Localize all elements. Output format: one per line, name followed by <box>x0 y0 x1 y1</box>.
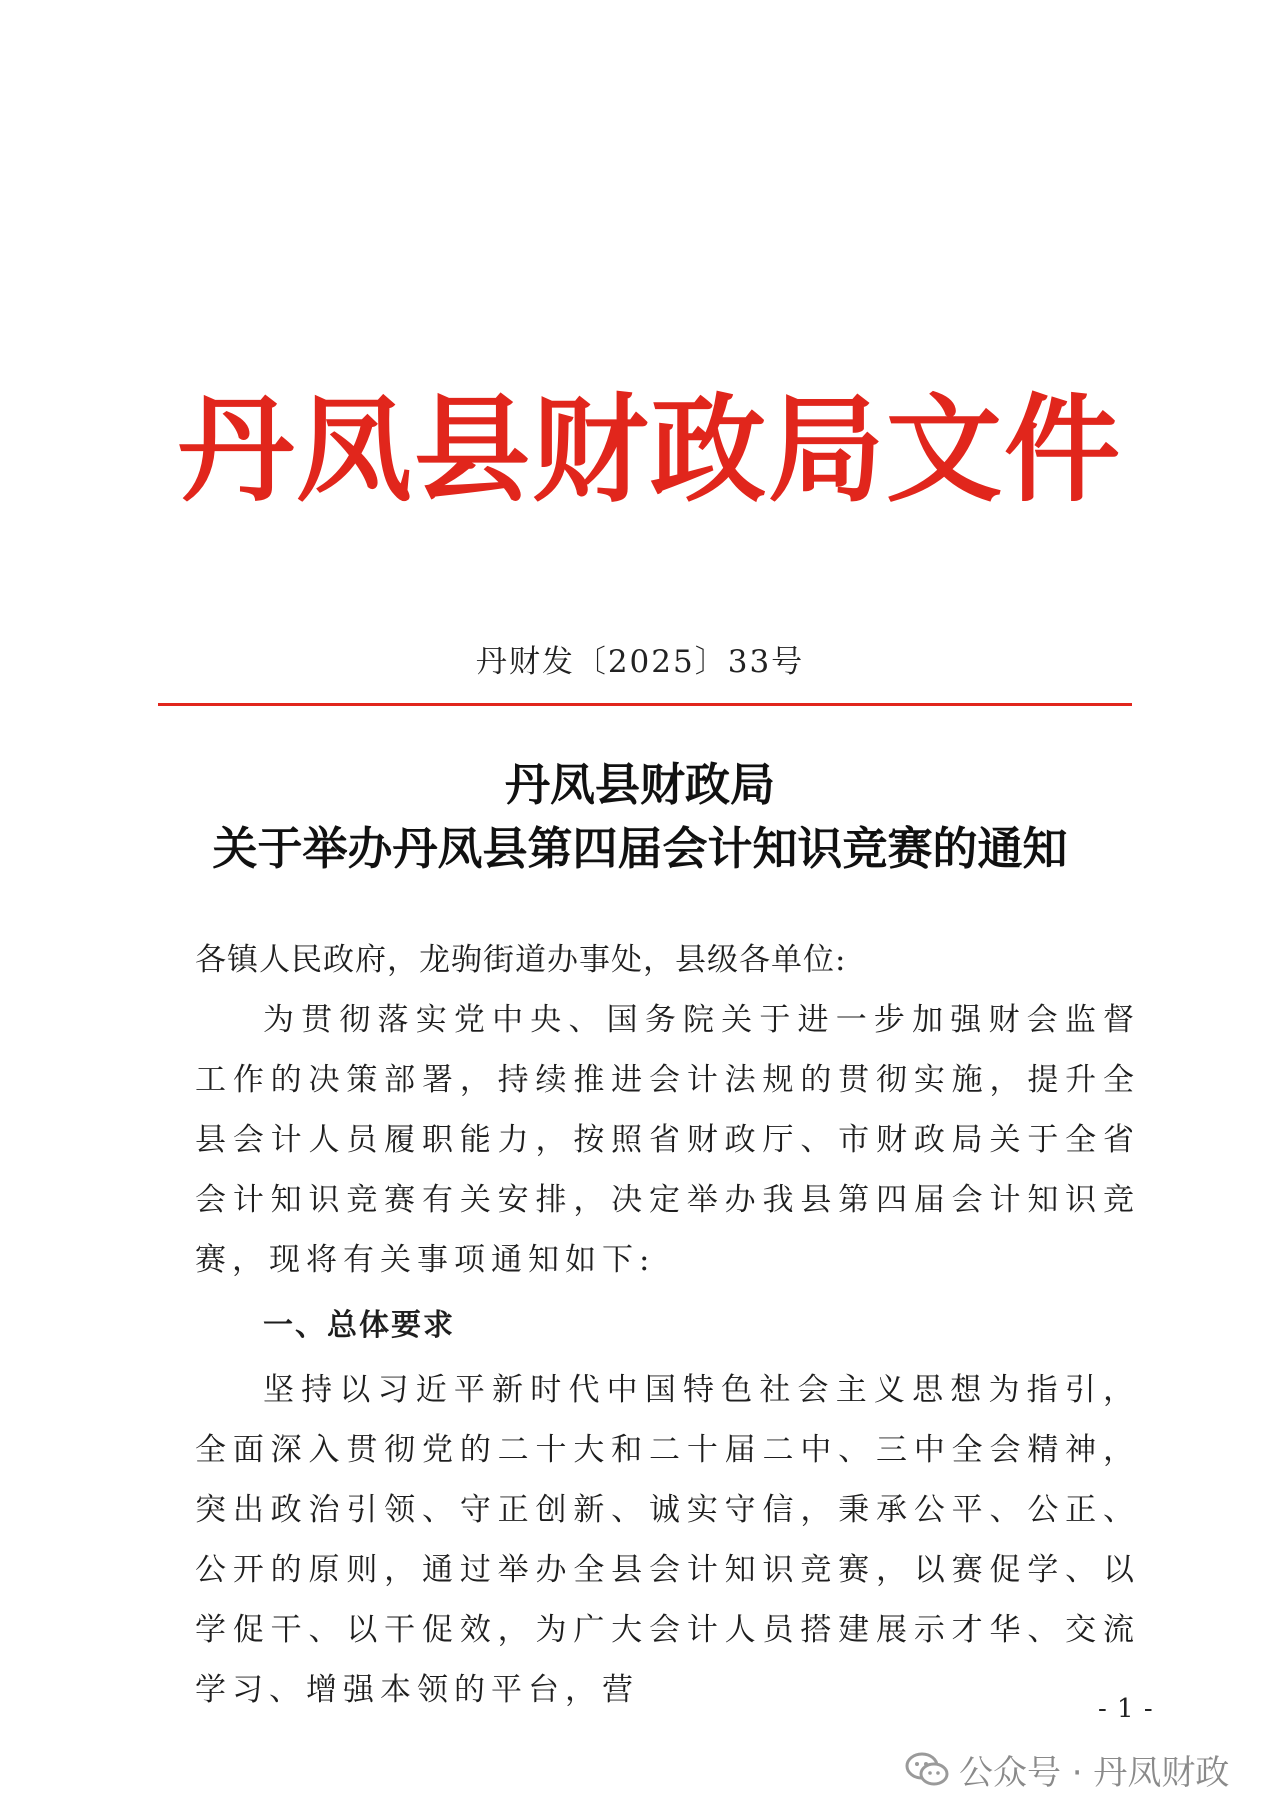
document-title-line-2: 关于举办丹凤县第四届会计知识竞赛的通知 <box>212 822 1068 875</box>
red-divider-line <box>158 703 1132 706</box>
wechat-watermark <box>905 1745 1229 1794</box>
watermark-text: 公众号 · 丹凤财政 <box>959 1753 1230 1793</box>
section-heading-general-requirements: 一、总体要求 <box>263 1308 455 1343</box>
document-title-line-1: 丹凤县财政局 <box>504 758 775 811</box>
salutation: 各镇人民政府，龙驹街道办事处，县级各单位: <box>195 942 847 978</box>
intro-paragraph: 为贯彻落实党中央、国务院关于进一步加强财会监督工作的决策部署，持续推进会计法规的贯彻实施，提升全县会计人员履职能力，按照省财政厅、市财政局关于全省会计知识竞赛有关安排，决定举办我县第四届会计知识竞赛，现将有关事项通知如下: <box>195 1002 1140 1278</box>
wechat-icon <box>905 1751 949 1789</box>
general-requirements-paragraph: 坚持以习近平新时代中国特色社会主义思想为指引，全面深入贯彻党的二十大和二十届二中、三中全会精神，突出政治引领、守正创新、诚实守信，秉承公平、公正、公开的原则，通过举办全县会计知识竞赛，以赛促学、以学促干、以干促效，为广大会计人员搭建展示才华、交流学习、增强本领的平台，营 <box>195 1372 1140 1708</box>
issuer-masthead: 丹凤县财政局文件 <box>178 381 1122 518</box>
page-number: - 1 - <box>1098 1694 1154 1724</box>
document-number: 丹财发〔2025〕33号 <box>475 644 805 680</box>
